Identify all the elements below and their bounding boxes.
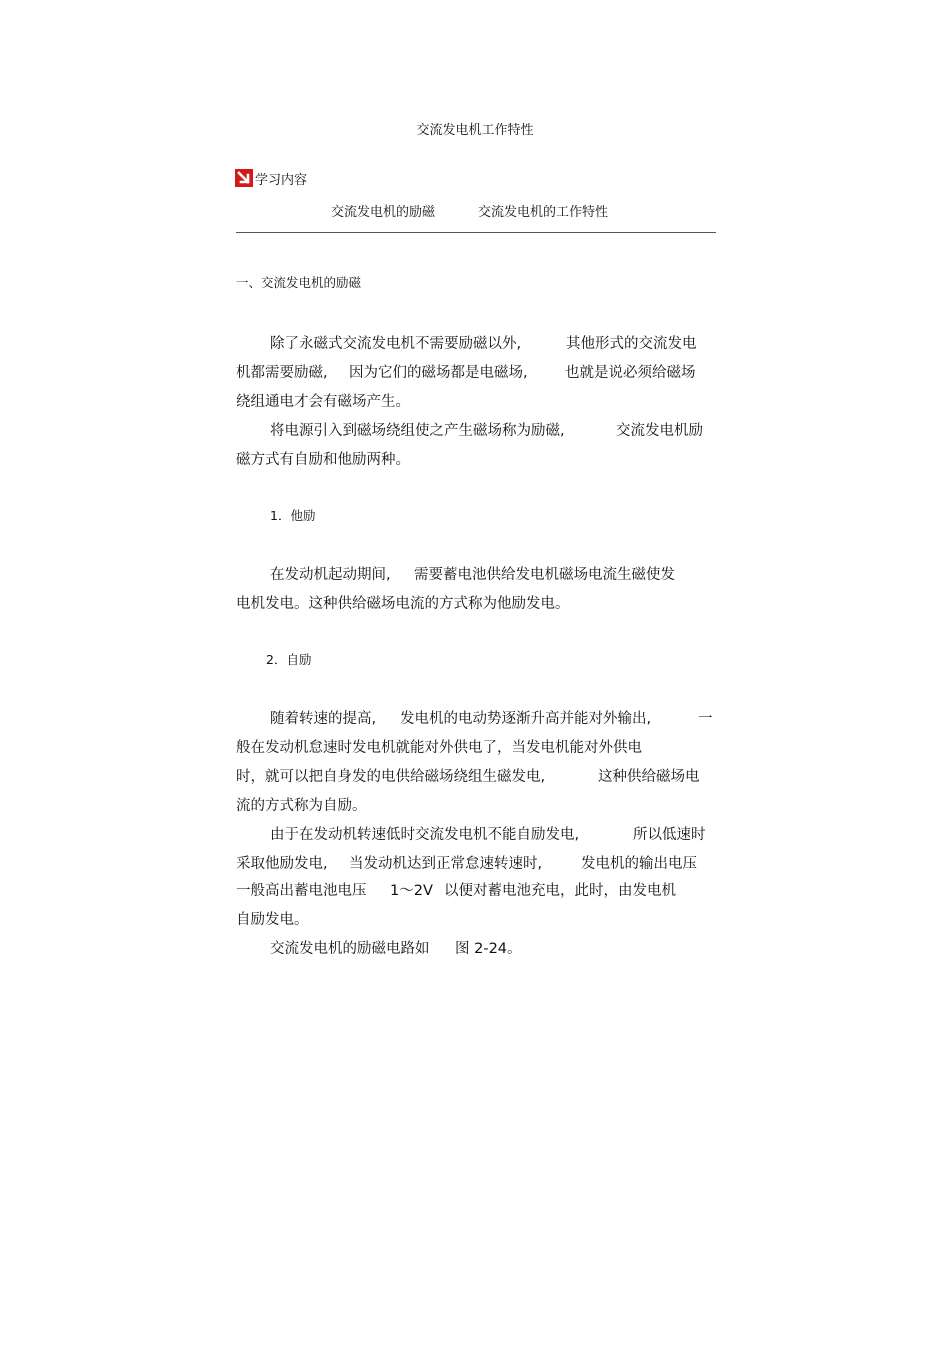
para2-line2: 磁方式有自励和他励两种。 <box>236 452 410 468</box>
para5-line3a: 一般高出蓄电池电压 <box>236 883 367 899</box>
para3-line1a: 在发动机起动期间, <box>270 567 391 583</box>
para6-line1a: 交流发电机的励磁电路如 <box>270 941 430 957</box>
para1-line1b: 其他形式的交流发电 <box>566 336 697 352</box>
para1-line1a: 除了永磁式交流发电机不需要励磁以外, <box>270 336 522 352</box>
para5-line3c: 以便对蓄电池充电，此时，由发电机 <box>444 883 676 899</box>
para3-line2: 电机发电。这种供给磁场电流的方式称为他励发电。 <box>236 596 570 612</box>
para1-line2b: 因为它们的磁场都是电磁场, <box>349 365 528 381</box>
section-heading-excitation: 一、交流发电机的励磁 <box>236 275 362 290</box>
para3-line1b: 需要蓄电池供给发电机磁场电流生磁使发 <box>414 567 675 583</box>
para1-line3: 绕组通电才会有磁场产生。 <box>236 394 410 410</box>
study-content-header <box>235 168 307 188</box>
para4-line3b: 这种供给磁场电 <box>598 769 700 785</box>
para5-line2a: 采取他励发电, <box>236 856 328 872</box>
study-content-label: 学习内容 <box>255 172 308 188</box>
topic-characteristics[interactable]: 交流发电机的工作特性 <box>478 205 609 220</box>
para5-line2c: 发电机的输出电压 <box>581 856 697 872</box>
para4-line1b: 发电机的电动势逐渐升高并能对外输出, <box>400 711 652 727</box>
para4-line2: 般在发动机怠速时发电机就能对外供电了，当发电机能对外供电 <box>236 740 642 756</box>
para4-line1a: 随着转速的提高, <box>270 711 377 727</box>
para6-figure-ref: 图 2-24。 <box>455 941 522 957</box>
para2-line1b: 交流发电机励 <box>616 423 703 439</box>
para1-line2a: 机都需要励磁, <box>236 365 328 381</box>
para4-line3a: 时，就可以把自身发的电供给磁场绕组生磁发电, <box>236 769 546 785</box>
topic-excitation[interactable]: 交流发电机的励磁 <box>331 205 436 220</box>
para2-line1a: 将电源引入到磁场绕组使之产生磁场称为励磁, <box>270 423 565 439</box>
para4-line1c: 一 <box>698 711 713 727</box>
para5-line1b: 所以低速时 <box>633 827 706 843</box>
para5-line1a: 由于在发动机转速低时交流发电机不能自励发电, <box>270 827 580 843</box>
down-right-arrow-icon <box>235 169 253 187</box>
para5-line4: 自励发电。 <box>236 912 309 928</box>
subheading-self-excitation: 2．自励 <box>266 652 312 667</box>
para5-line2b: 当发动机达到正常怠速转速时, <box>349 856 543 872</box>
para5-line3b: 1～2V <box>390 883 433 899</box>
para1-line2c: 也就是说必须给磁场 <box>565 365 696 381</box>
subheading-separate-excitation: 1．他励 <box>270 508 316 523</box>
para4-line4: 流的方式称为自励。 <box>236 798 367 814</box>
doc-title: 交流发电机工作特性 <box>416 123 534 138</box>
header-divider <box>236 232 716 233</box>
